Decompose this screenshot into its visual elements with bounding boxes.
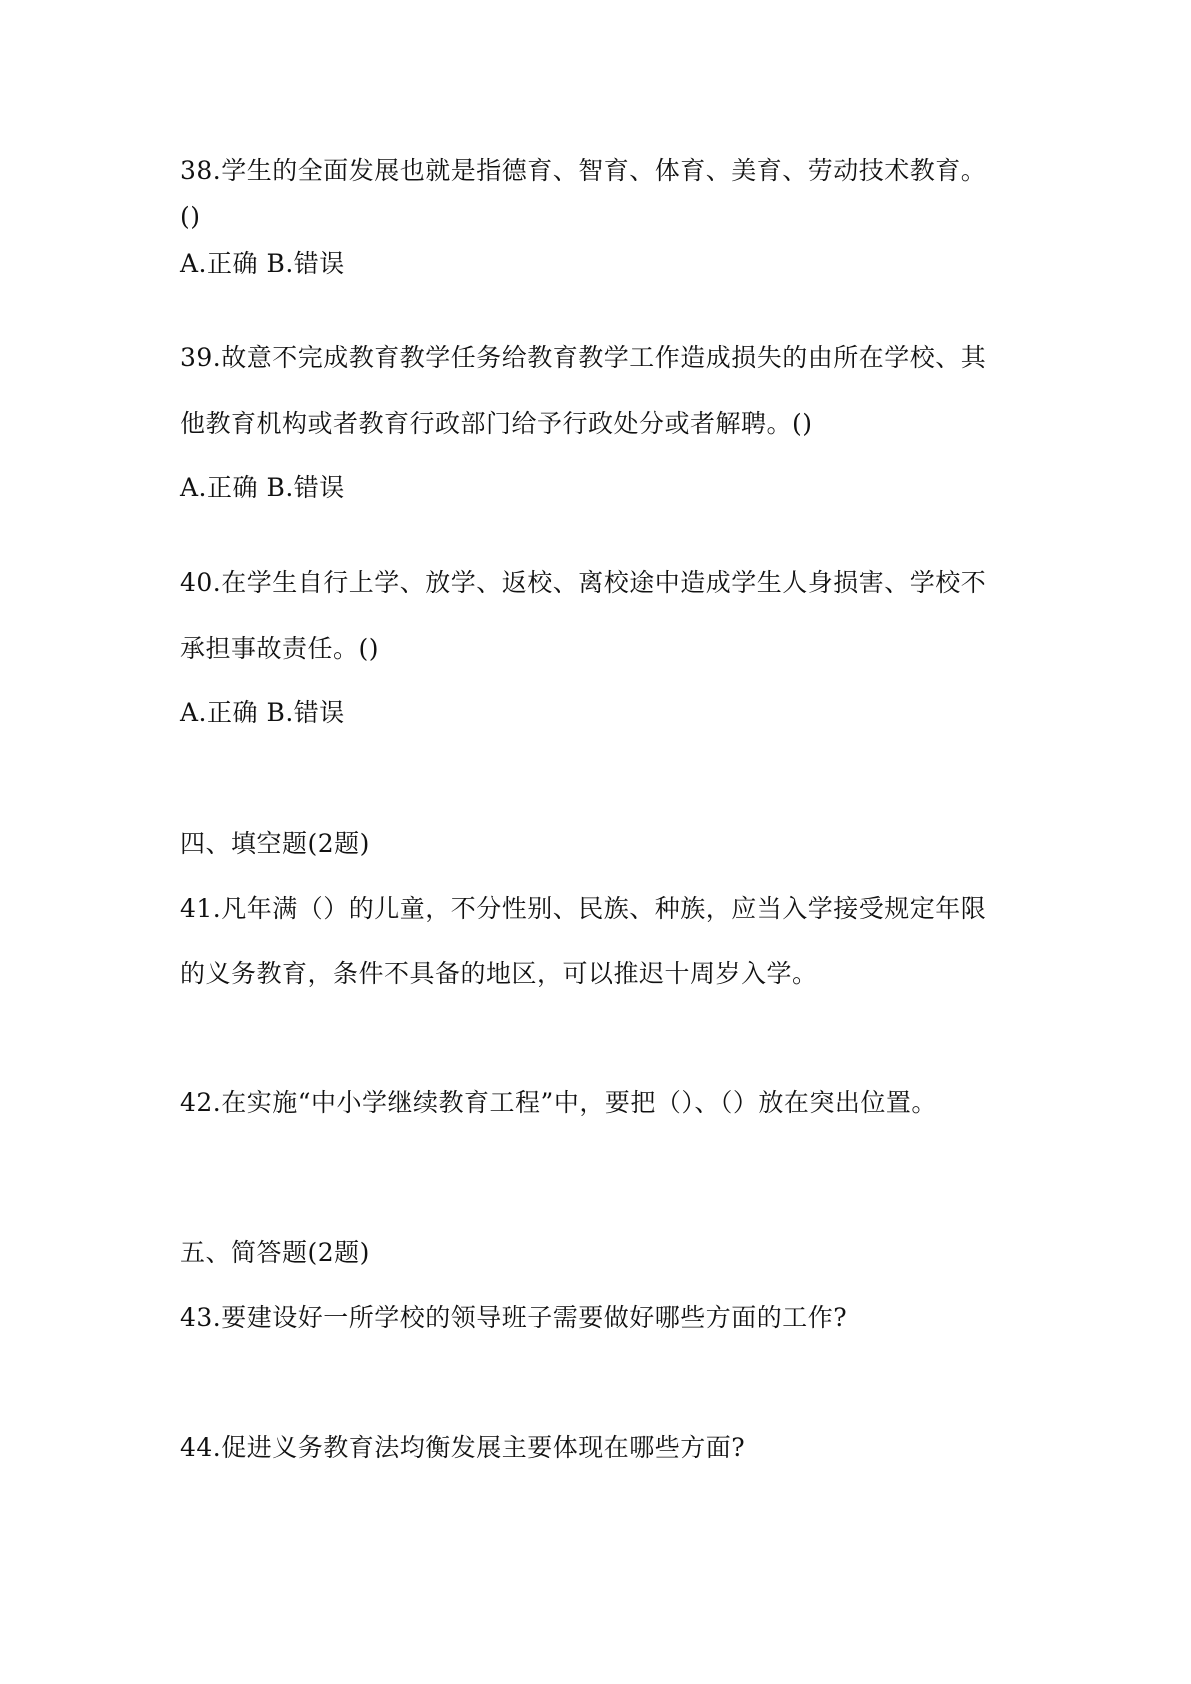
question-38-line-2: () (180, 202, 201, 231)
section-5-heading: 五、简答题(2题) (180, 1238, 370, 1267)
question-41-line-2: 的义务教育，条件不具备的地区，可以推迟十周岁入学。 (180, 959, 818, 988)
question-38-options: A.正确 B.错误 (180, 249, 345, 278)
question-40-line-1: 40.在学生自行上学、放学、返校、离校途中造成学生人身损害、学校不 (180, 568, 987, 597)
question-40-options: A.正确 B.错误 (180, 698, 345, 727)
question-42: 42.在实施“中小学继续教育工程”中，要把（）、（）放在突出位置。 (180, 1088, 937, 1117)
question-41-line-1: 41.凡年满（）的儿童，不分性别、民族、种族，应当入学接受规定年限 (180, 894, 987, 923)
question-39-options: A.正确 B.错误 (180, 473, 345, 502)
question-40-line-2: 承担事故责任。() (180, 634, 380, 663)
question-39-line-1: 39.故意不完成教育教学任务给教育教学工作造成损失的由所在学校、其 (180, 343, 987, 372)
question-38-line-1: 38.学生的全面发展也就是指德育、智育、体育、美育、劳动技术教育。 (180, 156, 987, 185)
question-43: 43.要建设好一所学校的领导班子需要做好哪些方面的工作? (180, 1303, 848, 1332)
section-4-heading: 四、填空题(2题) (180, 829, 370, 858)
question-44: 44.促进义务教育法均衡发展主要体现在哪些方面? (180, 1433, 746, 1462)
question-39-line-2: 他教育机构或者教育行政部门给予行政处分或者解聘。() (180, 409, 813, 438)
